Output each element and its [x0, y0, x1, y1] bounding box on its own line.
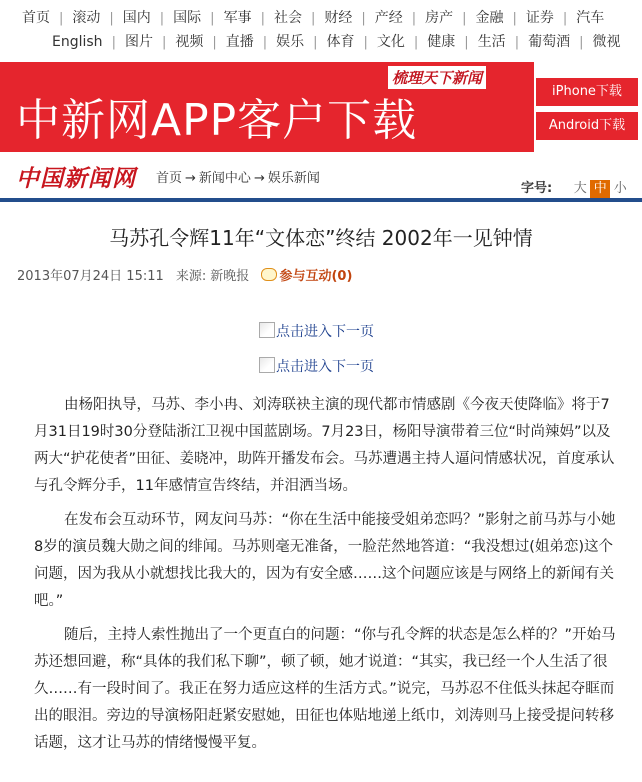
nav-separator: | — [161, 35, 167, 50]
breadcrumb-home[interactable]: 首页 — [156, 171, 183, 186]
article-meta — [17, 265, 360, 284]
nav-item[interactable]: 金融 — [475, 10, 504, 26]
nav-item[interactable]: 生活 — [477, 34, 506, 50]
nav-item[interactable]: 社会 — [273, 10, 302, 26]
article-paragraph: 由杨阳执导，马苏、李小冉、刘涛联袂主演的现代都市情感剧《今夜天使降临》将于7月31日19时30分登陆浙江卫视中国蓝剧场。7月23日，杨阳导演带着三位“时尚辣妈”以及两大“护花使者”田征、姜晓冲，助阵开播发布会。马苏遭遇主持人逼问情感状况，首度承认与孔令辉分手，11年感情宣告终结，并泪洒当场。 — [34, 397, 615, 494]
broken-image-icon — [259, 322, 275, 338]
nav-item[interactable]: 证券 — [525, 10, 554, 26]
site-header — [0, 152, 642, 198]
nav-item[interactable]: 体育 — [326, 34, 355, 50]
breadcrumb-arrow-icon: → — [253, 171, 265, 186]
nav-separator: | — [464, 35, 469, 50]
nav-separator: | — [159, 11, 165, 26]
nav-item[interactable]: 国际 — [173, 10, 202, 26]
nav-item[interactable]: 视频 — [175, 34, 204, 50]
nav-item[interactable]: 首页 — [22, 10, 50, 26]
nav-separator: | — [514, 35, 520, 50]
article-title: 马苏孔令辉11年“文体恋”终结 2002年一见钟情 — [109, 226, 533, 250]
article-date: 2013年07月24日 15:11 — [17, 269, 164, 284]
font-size-medium[interactable]: 中 — [590, 180, 610, 198]
nav-item[interactable]: 产经 — [374, 10, 403, 26]
nav-item[interactable]: 微视 — [592, 34, 621, 50]
nav-separator: | — [109, 11, 114, 26]
download-panel — [534, 62, 642, 152]
nav-item[interactable]: 国内 — [122, 10, 151, 26]
top-navigation — [0, 0, 642, 60]
nav-separator: | — [413, 35, 419, 50]
nav-separator: | — [111, 35, 116, 50]
nav-item[interactable]: 葡萄酒 — [528, 34, 571, 50]
nav-row-1 — [22, 7, 604, 27]
font-size-switcher — [521, 177, 630, 198]
next-page-link-text[interactable]: 点击进入下一页 — [276, 324, 374, 340]
nav-item[interactable]: 直播 — [225, 34, 254, 50]
font-size-label: 字号: — [521, 181, 553, 196]
article-source: 新晚报 — [210, 269, 250, 284]
nav-separator: | — [210, 11, 215, 26]
nav-separator: | — [462, 11, 467, 26]
nav-item[interactable]: 滚动 — [72, 10, 101, 26]
comment-link[interactable]: 参与互动(0) — [279, 269, 353, 284]
site-logo[interactable]: 中国新闻网 — [16, 165, 136, 192]
next-page-link-text[interactable]: 点击进入下一页 — [276, 359, 374, 375]
nav-separator: | — [310, 11, 316, 26]
breadcrumb-news-center[interactable]: 新闻中心 — [198, 171, 251, 186]
nav-item[interactable]: 军事 — [223, 10, 252, 26]
nav-item[interactable]: 娱乐 — [276, 34, 305, 50]
nav-separator: | — [59, 11, 64, 26]
android-download-button[interactable]: Android下载 — [536, 112, 638, 140]
breadcrumb-entertainment[interactable]: 娱乐新闻 — [267, 171, 320, 186]
article-paragraph: 在发布会互动环节，网友问马苏：“你在生活中能接受姐弟恋吗？”影射之前马苏与小她8岁的演员魏大勋之间的绯闻。马苏则毫无准备，一脸茫然地答道：“我没想过(姐弟恋)这个问题，因为我从小就想找比我大的，因为有安全感……这个问题应该是与网络上的新闻有关吧。” — [34, 512, 616, 609]
nav-separator: | — [260, 11, 265, 26]
comment-icon — [261, 268, 277, 281]
nav-item[interactable]: 图片 — [124, 34, 153, 50]
nav-item[interactable]: 健康 — [427, 34, 456, 50]
nav-separator: | — [361, 11, 366, 26]
nav-separator: | — [579, 35, 584, 50]
font-size-large[interactable]: 大 — [573, 181, 587, 196]
nav-item[interactable]: 房产 — [425, 10, 454, 26]
nav-item[interactable]: 财经 — [324, 10, 353, 26]
breadcrumb — [156, 167, 320, 186]
article-paragraph: 随后，主持人索性抛出了一个更直白的问题：“你与孔令辉的状态是怎么样的？”开始马苏还想回避，称“具体的我们私下聊”，顿了顿，她才说道：“其实，我已经一个人生活了很久……有一段时间了。我正在努力适应这样的生活方式。”说完，马苏忍不住低头抹起夺眶而出的眼泪。旁边的导演杨阳赶紧安慰她，田征也体贴地递上纸巾，刘涛则马上接受提问转移话题，这才让马苏的情绪慢慢平复。 — [34, 627, 616, 751]
nav-item[interactable]: 文化 — [376, 34, 405, 50]
nav-separator: | — [262, 35, 268, 50]
nav-separator: | — [313, 35, 318, 50]
nav-separator: | — [363, 35, 368, 50]
banner-headline: 中新网APP客户下载 — [16, 95, 418, 146]
font-size-small[interactable]: 小 — [613, 181, 627, 196]
source-label: 来源: — [175, 269, 207, 284]
article-body — [34, 392, 620, 764]
app-download-banner[interactable] — [0, 62, 642, 152]
nav-separator: | — [411, 11, 417, 26]
nav-item[interactable]: 汽车 — [576, 10, 605, 26]
broken-image-icon — [259, 357, 275, 373]
breadcrumb-arrow-icon: → — [185, 171, 196, 186]
nav-separator: | — [212, 35, 217, 50]
next-page-link-2[interactable] — [259, 356, 374, 376]
next-page-link-1[interactable] — [259, 321, 374, 341]
nav-item[interactable]: English — [52, 34, 103, 50]
header-divider — [0, 198, 642, 202]
nav-separator: | — [512, 11, 517, 26]
banner-slogan: 梳理天下新闻 — [388, 66, 486, 89]
nav-separator: | — [562, 11, 568, 26]
nav-row-2 — [52, 31, 620, 51]
iphone-download-button[interactable]: iPhone下载 — [536, 78, 638, 106]
